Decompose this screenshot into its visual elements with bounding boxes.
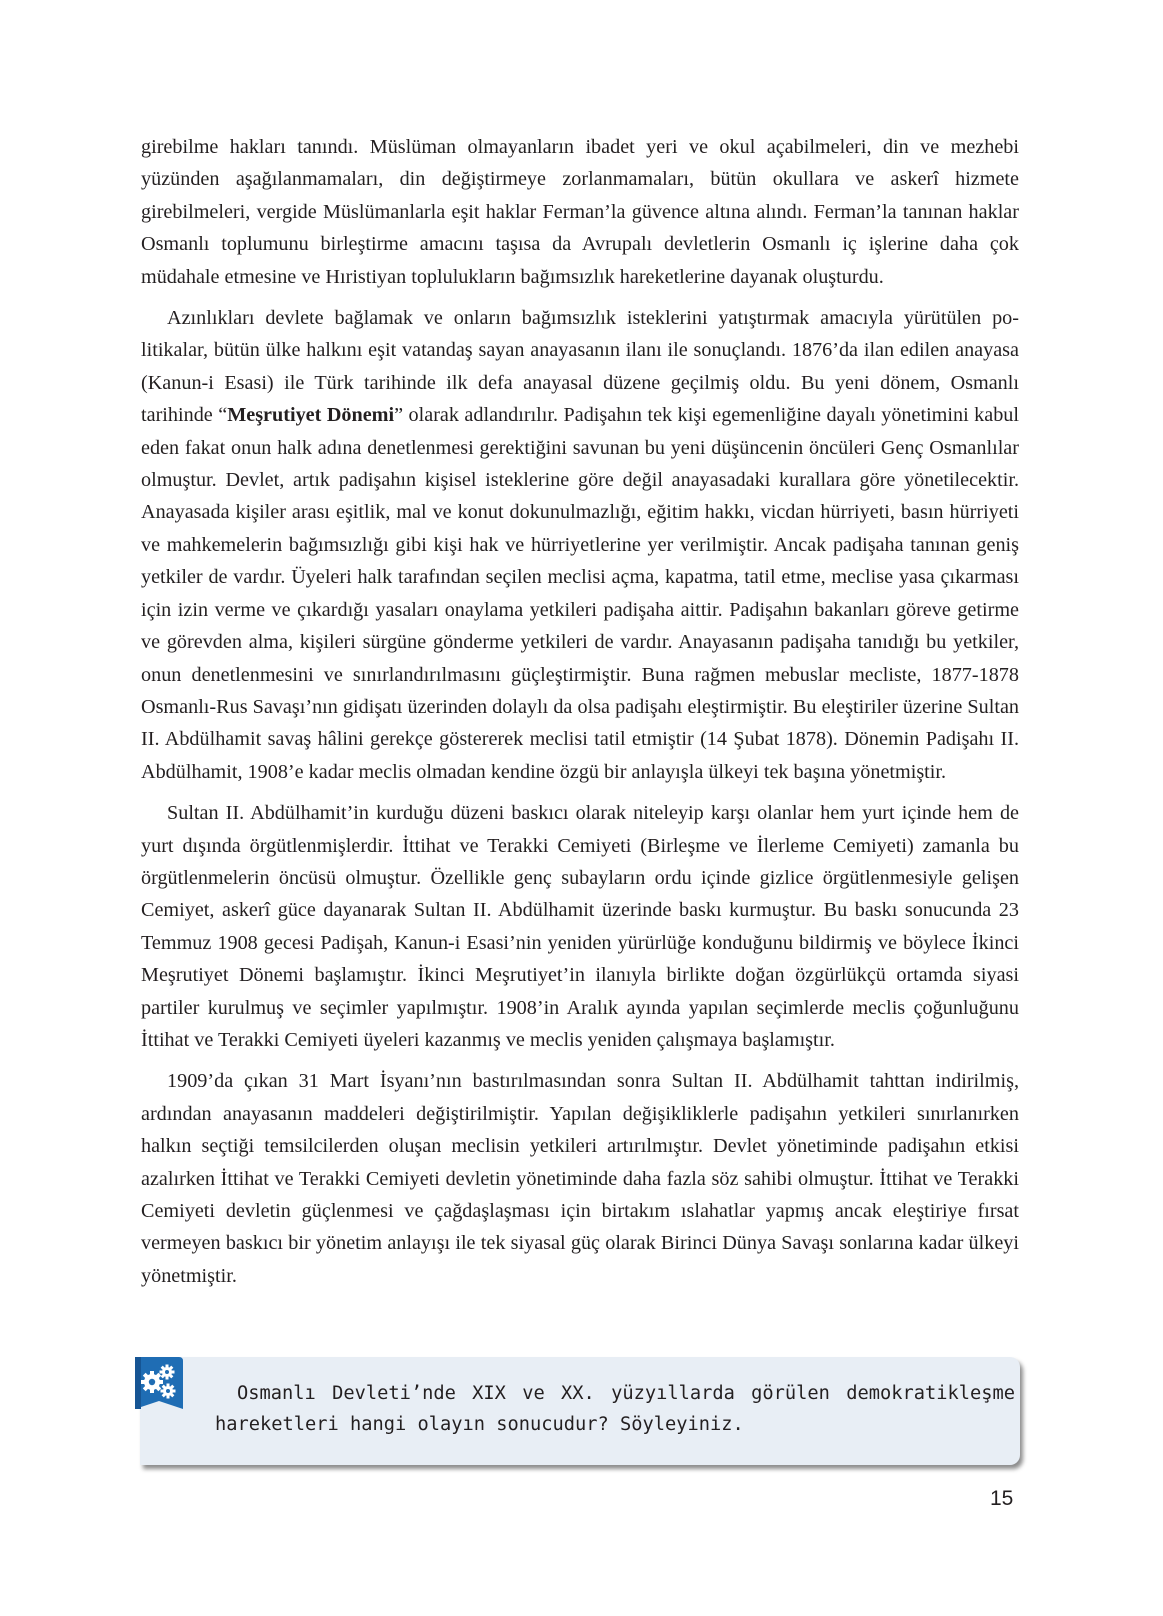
paragraph-2-after: ” olarak adlandırılır. Padişahın tek kişi egemenliğine dayalı yönetimini kabul eden fakat onun halk adına denetlenmesi gerektiğini savunan bu yeni düşüncenin öncüleri Genç Osmanlılar olmuştur. Devlet, artık padişahın kişisel isteklerine göre değil anayasadaki kurallara göre yönetilecektir. Anayasada kişiler arası eşitlik, mal ve konut dokunulmazlığı, eğitim hakkı, vicdan hürriyeti, basın hürriyeti ve mahkemelerin bağımsızlığı gibi kişi hak ve hürriyetlerine yer verilmiştir. Ancak padişaha tanınan geniş yetkiler de vardır. Üyeleri halk tarafından seçilen meclisi açma, kapatma, tatil etme, meclise yasa çıkarması için izin verme ve çıkardığı yasaları onaylama yetkileri padişaha aittir. Padişahın bakanları göreve getirme ve görevden alma, kişileri sürgüne gönderme yetkileri de vardır. Anayasanın padişaha tanıdığı bu yetkiler, onun denetlenmesini ve sınırlandırılmasını güçleştirmiştir. Buna rağmen mebuslar mecliste, 1877-1878 Osmanlı-Rus Savaşı’nın gidişatı üzerinden dolaylı da olsa padişahı eleştirmiştir. Bu eleştiriler üzerine Sultan II. Abdülhamit savaş hâlini gerekçe göstererek meclisi tatil etmiştir (14 Şubat 1878). Dönemin Padişahı II. Abdülhamit, 1908’e kadar meclis olmadan kendine özgü bir anlayışla ülkeyi tek başına yönetmiştir. <box>141 404 1020 783</box>
paragraph-1: girebilme hakları tanındı. Müslüman olmayanların ibadet yeri ve okul açabilmeleri, din ve mezhebi yüzünden aşağılanmamaları, din değiştirmeye zorlanmamaları, bütün okullara ve askerî hizmete girebilmeleri, vergide Müslümanlarla eşit haklar Ferman’la güvence altına alındı. Ferman’la tanınan haklar Osmanlı toplumunu birleştirme amacını taşısa da Avrupalı devletlerin Osmanlı iç işlerine daha çok müdahale etmesine ve Hıristiyan toplulukların bağımsızlık hareketlerine dayanak oluşturdu. <box>141 136 1019 288</box>
paragraph-2-before: Azınlıkları devlete bağlamak ve onların bağımsızlık isteklerini yatıştırmak amacıyla yürütülen politikalar, bütün ülke halkını eşit vatandaş sayan anayasanın ilanı ile sonuçlandı. 1876’da ilan edilen anayasa (Kanun-i Esasi) ile Türk tarihinde ilk defa anayasal düzene geçilmiş oldu. Bu yeni dönem, Osmanlı tarihinde “ <box>141 307 1019 427</box>
body-text <box>141 131 1019 1301</box>
gears-icon <box>135 1357 183 1413</box>
bold-term-mesrutiyet: Meşrutiyet Dönemi <box>227 404 395 427</box>
paragraph-4: 1909’da çıkan 31 Mart İsyanı’nın bastırılmasından sonra Sultan II. Abdülhamit tahttan indirilmiş, ardından anayasanın maddeleri değiştirilmiştir. Yapılan değişikliklerle padişahın yetkileri sınırlanırken halkın seçtiği temsilcilerden oluşan meclisin yetkileri artırılmıştır. Devlet yönetiminde padişahın etkisi azalırken İttihat ve Terakki Cemiyeti devletin yönetiminde daha fazla söz sahibi olmuştur. İttihat ve Terakki Cemiyeti devletin güçlenmesi ve çağdaşlaşması için birtakım ıslahatlar yapmış ancak eleştiriye fırsat vermeyen baskıcı bir yönetim anlayışı ile tek siyasal güç olarak Birinci Dünya Savaşı sonlarına kadar ülkeyi yönetmiştir. <box>141 1070 1019 1287</box>
paragraph-2 <box>141 302 1019 788</box>
paragraph-3: Sultan II. Abdülhamit’in kurduğu düzeni baskıcı olarak niteleyip karşı olanlar hem yurt içinde hem de yurt dışında örgütlenmişlerdir. İttihat ve Terakki Cemiyeti (Birleşme ve İlerleme Cemiyeti) zamanla bu örgütlenmelerin öncüsü olmuştur. Özellikle genç subayların ordu içinde gizlice örgütlenmesiyle gelişen Cemiyet, askerî güce dayanarak Sultan II. Abdülhamit üzerinde baskı kurmuştur. Bu baskı sonucunda 23 Temmuz 1908 gecesi Padişah, Kanun-i Esasi’nin yeniden yürürlüğe konduğunu bildirmiş ve böylece İkinci Meşrutiyet Dönemi başlamıştır. İkinci Meşrutiyet’in ilanıyla birlikte doğan özgürlükçü ortamda siyasi partiler kurulmuş ve seçimler yapılmıştır. 1908’in Aralık ayında yapılan seçimlerde meclis çoğunluğunu İttihat ve Terakki Cemiyeti üyeleri kazanmış ve meclis yeniden çalışmaya başlamıştır. <box>141 802 1019 1051</box>
page-number: 15 <box>990 1487 1014 1510</box>
question-text: Osmanlı Devleti’nde XIX ve XX. yüzyıllarda görülen demokratikleşme hareketleri hangi olayın sonucudur? Söyleyiniz. <box>215 1383 1015 1435</box>
